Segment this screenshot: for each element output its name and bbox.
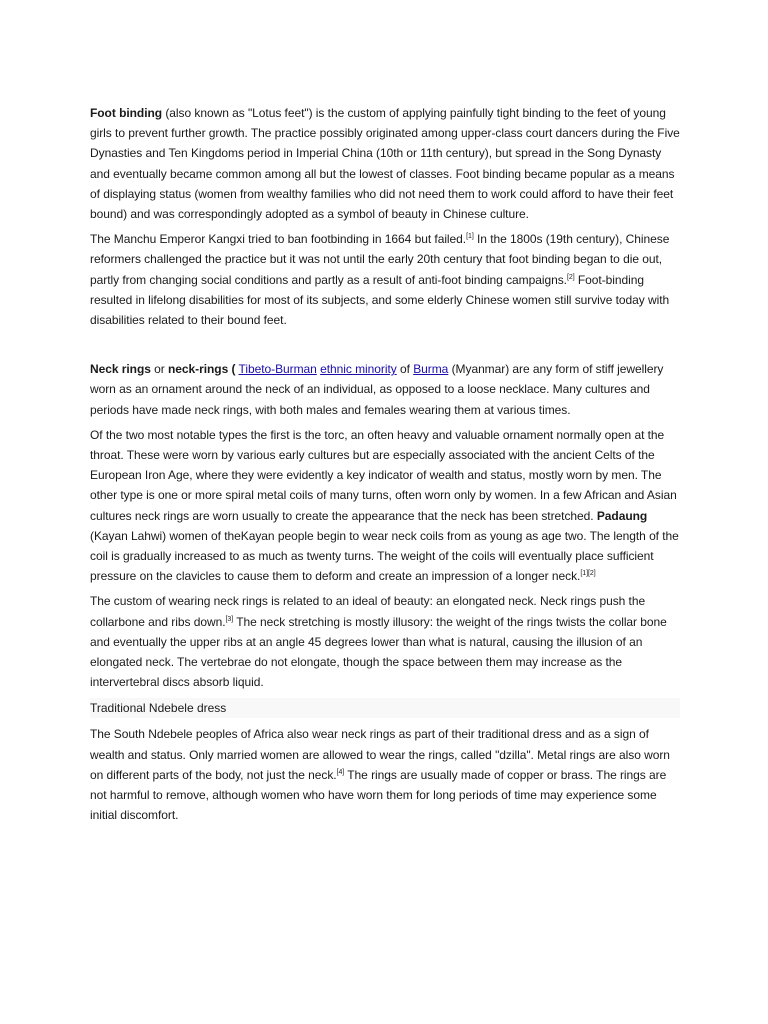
- kangxi-text-c: Foot-binding resulted in lifelong disabilities for most of its subjects, and some elderly Chinese women still survive today with disabilities related to their bound feet.: [90, 272, 670, 328]
- document-page: [90, 103, 680, 826]
- tibeto-burman-link[interactable]: Tibeto-Burman: [238, 362, 317, 377]
- foot-binding-paragraph: [90, 103, 680, 224]
- citation-1-2[interactable]: [1][2]: [580, 570, 596, 578]
- foot-binding-text: (also known as "Lotus feet") is the custom of applying painfully tight binding to the feet of young girls to prevent further growth. The practice possibly originated among upper-class court dancers during the Five Dynasties and Ten Kingdoms period in Imperial China (10th or 11th century), but spread in the Song Dynasty and eventually became common among all but the lowest of classes. Foot binding became popular as a means of displaying status (women from wealthy families who did not need them to work could afford to have their feet bound) and was correspondingly adopted as a symbol of beauty in Chinese culture.: [90, 106, 680, 222]
- neck-rings-or: or: [150, 362, 169, 377]
- citation-3[interactable]: [3]: [225, 615, 234, 623]
- neck-rings-paragraph: [90, 359, 680, 420]
- foot-binding-term: Foot binding: [90, 106, 163, 120]
- beauty-paragraph: [90, 591, 680, 692]
- ndebele-text-a: The South Ndebele peoples of Africa also wear neck rings as part of their traditional dress and as a sign of wealth and status. Only married women are allowed to wear the rings, called "dzilla". Metal rings are also worn on different parts of the body, not just the neck.: [90, 727, 670, 782]
- ethnic-minority-link[interactable]: ethnic minority: [320, 362, 397, 377]
- neck-rings-term: Neck rings: [90, 362, 151, 377]
- neck-rings-term-2: neck-rings (: [168, 362, 236, 377]
- ndebele-paragraph: [90, 724, 680, 825]
- neck-rings-text: (Myanmar) are any form of stiff jewellery worn as an ornament around the neck of an individual, as opposed to a loose necklace. Many cultures and periods have made neck rings, with both males and females wearing them at various times.: [90, 362, 664, 417]
- torc-paragraph: [90, 425, 680, 587]
- padaung-term: Padaung: [596, 508, 648, 523]
- citation-2[interactable]: [2]: [566, 273, 575, 281]
- burma-link[interactable]: Burma: [413, 362, 449, 377]
- torc-text-a: Of the two most notable types the first is the torc, an often heavy and valuable ornament normally open at the throat. These were worn by various early cultures but are especially associated with the ancient Celts of the European Iron Age, where they were evidently a key indicator of wealth and status, mostly worn by men. The other type is one or more spiral metal coils of many turns, often worn only by women. In a few African and Asian cultures neck rings are worn usually to create the appearance that the neck has been stretched.: [90, 427, 677, 523]
- image-caption: Traditional Ndebele dress: [90, 698, 680, 718]
- of-text: of: [396, 362, 414, 377]
- beauty-text-a: The custom of wearing neck rings is related to an ideal of beauty: an elongated neck. Neck rings push the collarbone and ribs down.: [90, 594, 646, 629]
- ndebele-text-b: The rings are usually made of copper or brass. The rings are not harmful to remove, although women who have worn them for long periods of time may experience some initial discomfort.: [90, 767, 667, 823]
- citation-1[interactable]: [1]: [466, 233, 474, 241]
- kangxi-paragraph: [90, 229, 680, 330]
- torc-text-b: (Kayan Lahwi) women of theKayan people begin to wear neck coils from as young as age two. The length of the coil is gradually increased to as much as twenty turns. The weight of the coils will eventually place sufficient pressure on the clavicles to cause them to deform and create an impression of a longer neck.: [90, 528, 679, 584]
- kangxi-text-b: In the 1800s (19th century), Chinese reformers challenged the practice but it was not until the early 20th century that foot binding began to die out, partly from changing social conditions and partly as a result of anti-foot binding campaigns.: [90, 232, 670, 287]
- citation-4[interactable]: [4]: [336, 768, 345, 776]
- kangxi-text-a: The Manchu Emperor Kangxi tried to ban footbinding in 1664 but failed.: [90, 232, 467, 247]
- beauty-text-b: The neck stretching is mostly illusory: the weight of the rings twists the collar bone and eventually the upper ribs at an angle 45 degrees lower than what is natural, causing the illusion of an elongated neck. The vertebrae do not elongate, though the space between them may increase as the intervertebral discs absorb liquid.: [90, 614, 667, 690]
